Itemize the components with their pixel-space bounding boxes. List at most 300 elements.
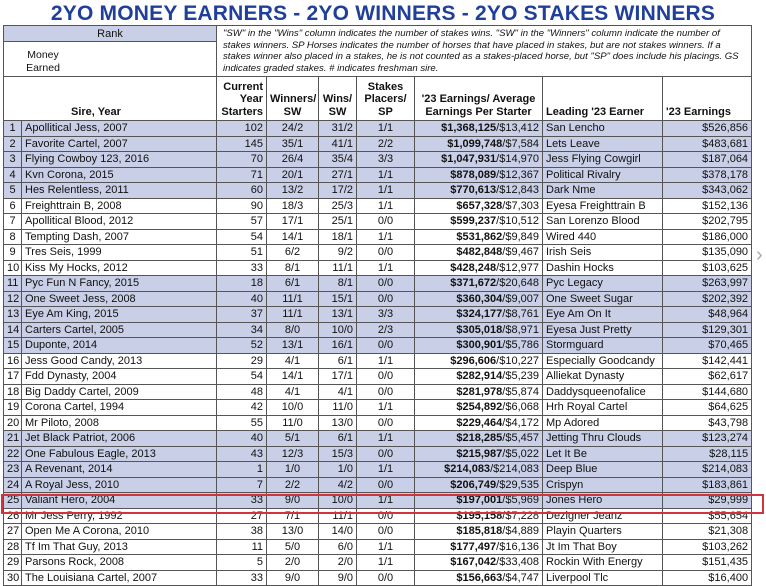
earnings-value: $282,914 (456, 370, 503, 383)
rank-header: Rank (4, 26, 217, 42)
sire-cell: Parsons Rock, 2008 (22, 555, 217, 571)
earnings-avg-cell (415, 570, 543, 586)
earnings-avg-cell (415, 307, 543, 323)
sire-cell: Duponte, 2014 (22, 338, 217, 354)
winners-cell: 11/1 (267, 307, 319, 323)
leader-cell: Dezigner Jeanz (543, 508, 663, 524)
winners-cell: 8/0 (267, 322, 319, 338)
rank-cell: 14 (4, 322, 22, 338)
wins-column-header: Wins/ SW (319, 77, 357, 121)
sire-cell: Apollitical Blood, 2012 (22, 214, 217, 230)
earnings-avg-cell (415, 400, 543, 416)
earnings-avg-cell (415, 291, 543, 307)
leader-earnings-cell: $21,308 (663, 524, 752, 540)
wins-cell: 25/3 (319, 198, 357, 214)
sire-cell: Tres Seis, 1999 (22, 245, 217, 261)
sire-cell: Fdd Dynasty, 2004 (22, 369, 217, 385)
winners-column-header: Winners/ SW (267, 77, 319, 121)
stakes-cell: 1/1 (357, 183, 415, 199)
leader-cell: Deep Blue (543, 462, 663, 478)
sire-cell: Corona Cartel, 1994 (22, 400, 217, 416)
starters-cell: 33 (217, 570, 267, 586)
rank-cell: 11 (4, 276, 22, 292)
wins-cell: 13/0 (319, 415, 357, 431)
leader-earnings-cell: $202,392 (663, 291, 752, 307)
average-value: /$12,367 (496, 168, 539, 181)
wins-cell: 9/0 (319, 570, 357, 586)
wins-cell: 11/1 (319, 508, 357, 524)
leader-cell: Jt Im That Boy (543, 539, 663, 555)
starters-cell: 57 (217, 214, 267, 230)
earnings-avg-cell (415, 198, 543, 214)
wins-cell: 13/1 (319, 307, 357, 323)
leader-cell: Liverpool Tlc (543, 570, 663, 586)
table-row (4, 152, 752, 168)
table-row (4, 245, 752, 261)
leader-earnings-cell: $123,274 (663, 431, 752, 447)
leader-earnings-cell: $378,178 (663, 167, 752, 183)
rank-cell: 18 (4, 384, 22, 400)
stakes-column-header: Stakes Placers/ SP (357, 77, 415, 121)
sire-cell: Apollitical Jess, 2007 (22, 121, 217, 137)
average-value: /$12,843 (496, 184, 539, 197)
table-row (4, 167, 752, 183)
average-value: /$5,874 (502, 385, 539, 398)
sire-cell: Freighttrain B, 2008 (22, 198, 217, 214)
winners-cell: 26/4 (267, 152, 319, 168)
earnings-value: $531,862 (456, 230, 503, 243)
starters-cell: 7 (217, 477, 267, 493)
page-title: 2YO MONEY EARNERS - 2YO WINNERS - 2YO STAKES WINNERS (50, 2, 716, 25)
wins-cell: 6/1 (319, 431, 357, 447)
earnings-value: $371,672 (450, 277, 497, 290)
average-value: /$12,977 (496, 261, 539, 274)
rank-cell: 25 (4, 493, 22, 509)
rank-cell: 21 (4, 431, 22, 447)
earnings-value: $218,285 (456, 432, 503, 445)
wins-cell: 31/2 (319, 121, 357, 137)
earnings-value: $1,368,125 (441, 122, 497, 135)
earnings-value: $599,237 (450, 215, 497, 228)
stakes-cell: 0/0 (357, 446, 415, 462)
average-value: /$5,969 (502, 494, 539, 507)
earnings-value: $185,818 (456, 525, 503, 538)
stakes-cell: 1/1 (357, 555, 415, 571)
sire-cell: Favorite Cartel, 2007 (22, 136, 217, 152)
winners-cell: 12/3 (267, 446, 319, 462)
table-row (4, 415, 752, 431)
sires-table (3, 25, 752, 586)
leader-earnings-cell: $214,083 (663, 462, 752, 478)
earnings-avg-cell (415, 245, 543, 261)
stakes-cell: 1/1 (357, 353, 415, 369)
leader-earnings-cell: $16,400 (663, 570, 752, 586)
leader-cell: Playin Quarters (543, 524, 663, 540)
average-value: /$8,761 (502, 308, 539, 321)
sire-cell: Eye Am King, 2015 (22, 307, 217, 323)
rank-cell: 23 (4, 462, 22, 478)
earnings-avg-cell (415, 229, 543, 245)
rank-cell: 3 (4, 152, 22, 168)
average-value: /$4,747 (502, 571, 539, 584)
rank-cell: 9 (4, 245, 22, 261)
earnings-avg-cell (415, 555, 543, 571)
starters-cell: 71 (217, 167, 267, 183)
sire-column-header: Money Earned Sire, Year (4, 77, 217, 121)
average-value: /$5,457 (502, 432, 539, 445)
sire-cell: Jet Black Patriot, 2006 (22, 431, 217, 447)
earnings-value: $428,248 (450, 261, 497, 274)
table-row (4, 307, 752, 323)
earnings-avg-cell (415, 446, 543, 462)
earnings-avg-cell (415, 260, 543, 276)
average-value: /$5,239 (502, 370, 539, 383)
sire-cell: Mr Piloto, 2008 (22, 415, 217, 431)
sire-cell: One Fabulous Eagle, 2013 (22, 446, 217, 462)
earnings-value: $1,047,931 (441, 153, 497, 166)
table-row (4, 539, 752, 555)
sire-cell: A Royal Jess, 2010 (22, 477, 217, 493)
earnings-value: $206,749 (450, 478, 497, 491)
earnings-value: $657,328 (456, 199, 503, 212)
winners-cell: 2/0 (267, 555, 319, 571)
table-row (4, 136, 752, 152)
stakes-cell: 0/0 (357, 276, 415, 292)
stakes-cell: 1/1 (357, 121, 415, 137)
stakes-cell: 3/3 (357, 307, 415, 323)
leader-cell: Dark Nme (543, 183, 663, 199)
starters-cell: 102 (217, 121, 267, 137)
starters-cell: 40 (217, 431, 267, 447)
leader-earnings-cell: $263,997 (663, 276, 752, 292)
earnings-value: $305,018 (456, 323, 503, 336)
earnings-avg-cell (415, 338, 543, 354)
leader-cell: Stormguard (543, 338, 663, 354)
earnings-value: $254,892 (456, 401, 503, 414)
stakes-cell: 1/1 (357, 400, 415, 416)
average-value: /$6,068 (502, 401, 539, 414)
rank-cell: 5 (4, 183, 22, 199)
wins-cell: 14/0 (319, 524, 357, 540)
leader-earnings-cell: $28,115 (663, 446, 752, 462)
earnings-avg-cell (415, 353, 543, 369)
winners-cell: 4/1 (267, 353, 319, 369)
average-value: /$16,136 (496, 540, 539, 553)
leader-earnings-cell: $144,680 (663, 384, 752, 400)
leader-cell: One Sweet Sugar (543, 291, 663, 307)
wins-cell: 10/0 (319, 322, 357, 338)
stakes-cell: 0/0 (357, 508, 415, 524)
starters-cell: 51 (217, 245, 267, 261)
winners-cell: 5/1 (267, 431, 319, 447)
rank-cell: 27 (4, 524, 22, 540)
winners-cell: 2/2 (267, 477, 319, 493)
winners-cell: 14/1 (267, 369, 319, 385)
average-value: /$10,512 (496, 215, 539, 228)
leader-earnings-cell: $64,625 (663, 400, 752, 416)
starters-cell: 40 (217, 291, 267, 307)
leader-cell: Let It Be (543, 446, 663, 462)
leader-cell: Dashin Hocks (543, 260, 663, 276)
wins-cell: 15/3 (319, 446, 357, 462)
rank-cell: 7 (4, 214, 22, 230)
starters-cell: 1 (217, 462, 267, 478)
starters-cell: 70 (217, 152, 267, 168)
earnings-avg-cell (415, 322, 543, 338)
wins-cell: 1/0 (319, 462, 357, 478)
stakes-cell: 0/0 (357, 524, 415, 540)
earnings-avg-cell (415, 524, 543, 540)
earnings-value: $281,978 (456, 385, 503, 398)
leader-cell: Political Rivalry (543, 167, 663, 183)
earnings-avg-cell (415, 167, 543, 183)
rank-cell: 28 (4, 539, 22, 555)
stakes-cell: 1/1 (357, 167, 415, 183)
earnings-avg-cell (415, 214, 543, 230)
stakes-cell: 0/0 (357, 338, 415, 354)
leader-earnings-cell: $142,441 (663, 353, 752, 369)
winners-cell: 20/1 (267, 167, 319, 183)
stakes-cell: 2/2 (357, 136, 415, 152)
starters-cell: 33 (217, 493, 267, 509)
average-value: /$9,849 (502, 230, 539, 243)
table-row (4, 322, 752, 338)
table-row (4, 338, 752, 354)
stakes-cell: 1/1 (357, 229, 415, 245)
leader-cell: Wired 440 (543, 229, 663, 245)
table-row (4, 260, 752, 276)
stakes-cell: 0/0 (357, 245, 415, 261)
leader-cell: Eye Am On It (543, 307, 663, 323)
table-row (4, 462, 752, 478)
starters-cell: 54 (217, 229, 267, 245)
starters-cell: 37 (217, 307, 267, 323)
leader-cell: Mp Adored (543, 415, 663, 431)
winners-cell: 9/0 (267, 493, 319, 509)
earnings-avg-cell (415, 152, 543, 168)
wins-cell: 6/0 (319, 539, 357, 555)
table-row (4, 369, 752, 385)
table-row (4, 384, 752, 400)
winners-cell: 17/1 (267, 214, 319, 230)
sire-cell: Tf Im That Guy, 2013 (22, 539, 217, 555)
starters-cell: 43 (217, 446, 267, 462)
starters-cell: 38 (217, 524, 267, 540)
sire-cell: Flying Cowboy 123, 2016 (22, 152, 217, 168)
winners-cell: 10/0 (267, 400, 319, 416)
earnings-value: $1,099,748 (447, 137, 503, 150)
stakes-cell: 0/0 (357, 369, 415, 385)
table-row (4, 291, 752, 307)
wins-cell: 25/1 (319, 214, 357, 230)
average-value: /$214,083 (490, 463, 539, 476)
earnings-avg-cell (415, 508, 543, 524)
average-value: /$9,007 (502, 292, 539, 305)
rank-cell: 4 (4, 167, 22, 183)
leader-earnings-cell: $183,861 (663, 477, 752, 493)
earnings-avg-cell (415, 276, 543, 292)
rank-cell: 30 (4, 570, 22, 586)
earnings-value: $324,177 (456, 308, 503, 321)
wins-cell: 27/1 (319, 167, 357, 183)
table-row (4, 276, 752, 292)
earnings-value: $177,497 (450, 540, 497, 553)
earnings-column-header: '23 Earnings (663, 77, 752, 121)
leader-cell: Lets Leave (543, 136, 663, 152)
table-row (4, 446, 752, 462)
average-value: /$13,412 (496, 122, 539, 135)
rank-cell: 19 (4, 400, 22, 416)
sire-cell: Tempting Dash, 2007 (22, 229, 217, 245)
starters-cell: 34 (217, 322, 267, 338)
winners-cell: 4/1 (267, 384, 319, 400)
table-row (4, 214, 752, 230)
earnings-value: $197,001 (456, 494, 503, 507)
wins-cell: 16/1 (319, 338, 357, 354)
average-value: /$7,303 (502, 199, 539, 212)
table-row (4, 570, 752, 586)
average-value: /$33,408 (496, 556, 539, 569)
average-value: /$9,467 (502, 246, 539, 259)
earnings-value: $770,613 (450, 184, 497, 197)
winners-cell: 18/3 (267, 198, 319, 214)
stakes-cell: 0/0 (357, 415, 415, 431)
leader-cell: Crispyn (543, 477, 663, 493)
earnings-avg-cell (415, 462, 543, 478)
table-row (4, 555, 752, 571)
table-row (4, 353, 752, 369)
leader-earnings-cell: $62,617 (663, 369, 752, 385)
earnings-avg-cell (415, 183, 543, 199)
earnings-avg-cell (415, 477, 543, 493)
wins-cell: 9/2 (319, 245, 357, 261)
stakes-cell: 1/1 (357, 462, 415, 478)
leader-earnings-cell: $151,435 (663, 555, 752, 571)
rank-cell: 1 (4, 121, 22, 137)
winners-cell: 24/2 (267, 121, 319, 137)
leader-cell: Daddysqueenofalice (543, 384, 663, 400)
sire-cell: Carters Cartel, 2005 (22, 322, 217, 338)
winners-cell: 14/1 (267, 229, 319, 245)
earnings-value: $360,304 (456, 292, 503, 305)
table-row (4, 400, 752, 416)
average-value: /$29,535 (496, 478, 539, 491)
starters-cell: 42 (217, 400, 267, 416)
sire-cell: Open Me A Corona, 2010 (22, 524, 217, 540)
chevron-right-icon[interactable]: › (756, 244, 763, 266)
earnings-avg-cell (415, 415, 543, 431)
leader-cell: Hrh Royal Cartel (543, 400, 663, 416)
leader-cell: Eyesa Just Pretty (543, 322, 663, 338)
starters-cell: 54 (217, 369, 267, 385)
starters-cell: 90 (217, 198, 267, 214)
rank-cell: 6 (4, 198, 22, 214)
leader-earnings-cell: $135,090 (663, 245, 752, 261)
leader-earnings-cell: $103,262 (663, 539, 752, 555)
wins-cell: 11/1 (319, 260, 357, 276)
sire-cell: Jess Good Candy, 2013 (22, 353, 217, 369)
table-body (4, 121, 752, 586)
leader-earnings-cell: $129,301 (663, 322, 752, 338)
earnings-value: $215,987 (456, 447, 503, 460)
earnings-avg-cell (415, 539, 543, 555)
winners-cell: 11/0 (267, 415, 319, 431)
money-earned-header: Money Earned (26, 49, 60, 74)
earnings-value: $195,158 (456, 509, 503, 522)
earnings-avg-cell (415, 493, 543, 509)
stakes-cell: 1/1 (357, 493, 415, 509)
rank-cell: 13 (4, 307, 22, 323)
average-value: /$20,648 (496, 277, 539, 290)
rank-cell: 2 (4, 136, 22, 152)
starters-cell: 55 (217, 415, 267, 431)
wins-cell: 6/1 (319, 353, 357, 369)
sire-cell: One Sweet Jess, 2008 (22, 291, 217, 307)
leader-cell: Irish Seis (543, 245, 663, 261)
leader-cell: San Lorenzo Blood (543, 214, 663, 230)
rank-cell: 20 (4, 415, 22, 431)
rank-cell: 29 (4, 555, 22, 571)
wins-cell: 17/2 (319, 183, 357, 199)
starters-cell: 27 (217, 508, 267, 524)
average-value: /$10,227 (496, 354, 539, 367)
table-row (4, 477, 752, 493)
winners-cell: 6/1 (267, 276, 319, 292)
rank-cell: 16 (4, 353, 22, 369)
stakes-cell: 1/1 (357, 539, 415, 555)
earnings-value: $482,848 (456, 246, 503, 259)
table-row (4, 431, 752, 447)
earnings-avg-cell (415, 369, 543, 385)
starters-cell: 60 (217, 183, 267, 199)
rank-cell: 26 (4, 508, 22, 524)
winners-cell: 6/2 (267, 245, 319, 261)
wins-cell: 4/2 (319, 477, 357, 493)
average-value: /$7,584 (502, 137, 539, 150)
leader-earnings-cell: $483,681 (663, 136, 752, 152)
starters-cell: 33 (217, 260, 267, 276)
starters-cell: 11 (217, 539, 267, 555)
sire-cell: Mr Jess Perry, 1992 (22, 508, 217, 524)
stakes-cell: 1/1 (357, 198, 415, 214)
leader-earnings-cell: $187,064 (663, 152, 752, 168)
leader-cell: Jetting Thru Clouds (543, 431, 663, 447)
leader-earnings-cell: $70,465 (663, 338, 752, 354)
earnings-value: $156,663 (456, 571, 503, 584)
starters-cell: 145 (217, 136, 267, 152)
stakes-cell: 0/0 (357, 291, 415, 307)
stakes-cell: 0/0 (357, 384, 415, 400)
wins-cell: 11/0 (319, 400, 357, 416)
leader-cell: Especially Goodcandy (543, 353, 663, 369)
stakes-cell: 1/1 (357, 260, 415, 276)
winners-cell: 11/1 (267, 291, 319, 307)
winners-cell: 5/0 (267, 539, 319, 555)
winners-cell: 13/0 (267, 524, 319, 540)
winners-cell: 8/1 (267, 260, 319, 276)
earnings-avg-cell (415, 384, 543, 400)
leader-cell: Pyc Legacy (543, 276, 663, 292)
sire-cell: Pyc Fun N Fancy, 2015 (22, 276, 217, 292)
earnings-avg-cell (415, 431, 543, 447)
stakes-cell: 2/3 (357, 322, 415, 338)
winners-cell: 1/0 (267, 462, 319, 478)
wins-cell: 8/1 (319, 276, 357, 292)
winners-cell: 9/0 (267, 570, 319, 586)
stakes-cell: 1/1 (357, 431, 415, 447)
leader-cell: Eyesa Freighttrain B (543, 198, 663, 214)
rank-cell: 22 (4, 446, 22, 462)
